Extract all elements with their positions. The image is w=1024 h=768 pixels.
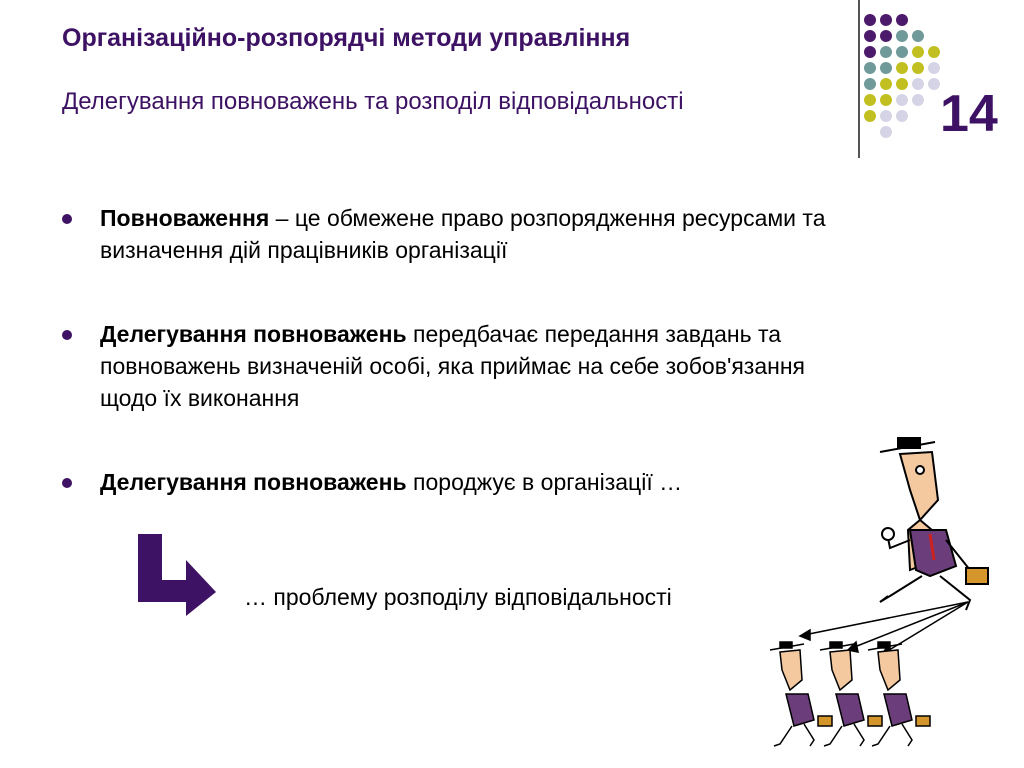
bullet-text: – це обмежене право розпорядження ресурсами та визначення дій працівників організації <box>100 205 826 263</box>
divider-line <box>858 0 860 158</box>
decorative-dot-grid <box>862 12 942 142</box>
bullet-item <box>62 466 842 498</box>
bullet-text: породжує в організації … <box>406 469 683 495</box>
bullet-term: Делегування повноважень <box>100 321 407 347</box>
bullet-term: Повноваження <box>100 205 270 231</box>
bent-arrow-icon <box>134 530 220 620</box>
bullet-dot-icon <box>62 214 72 224</box>
bullet-text: передбачає передання завдань та повноважень визначеній особі, яка приймає на себе зобов'язання щодо їх виконання <box>100 321 805 411</box>
slide-number: 14 <box>940 85 998 143</box>
bullet-item <box>62 318 842 414</box>
bullet-item <box>62 202 842 266</box>
page-subtitle: Делегування повноважень та розподіл відповідальності <box>62 88 684 115</box>
delegation-clipart <box>760 430 1000 750</box>
result-text: … проблему розподілу відповідальності <box>244 584 672 610</box>
bullet-term: Делегування повноважень <box>100 469 407 495</box>
page-title: Організаційно-розпорядчі методи управління <box>62 24 631 52</box>
bullet-dot-icon <box>62 330 72 340</box>
bullet-dot-icon <box>62 478 72 488</box>
